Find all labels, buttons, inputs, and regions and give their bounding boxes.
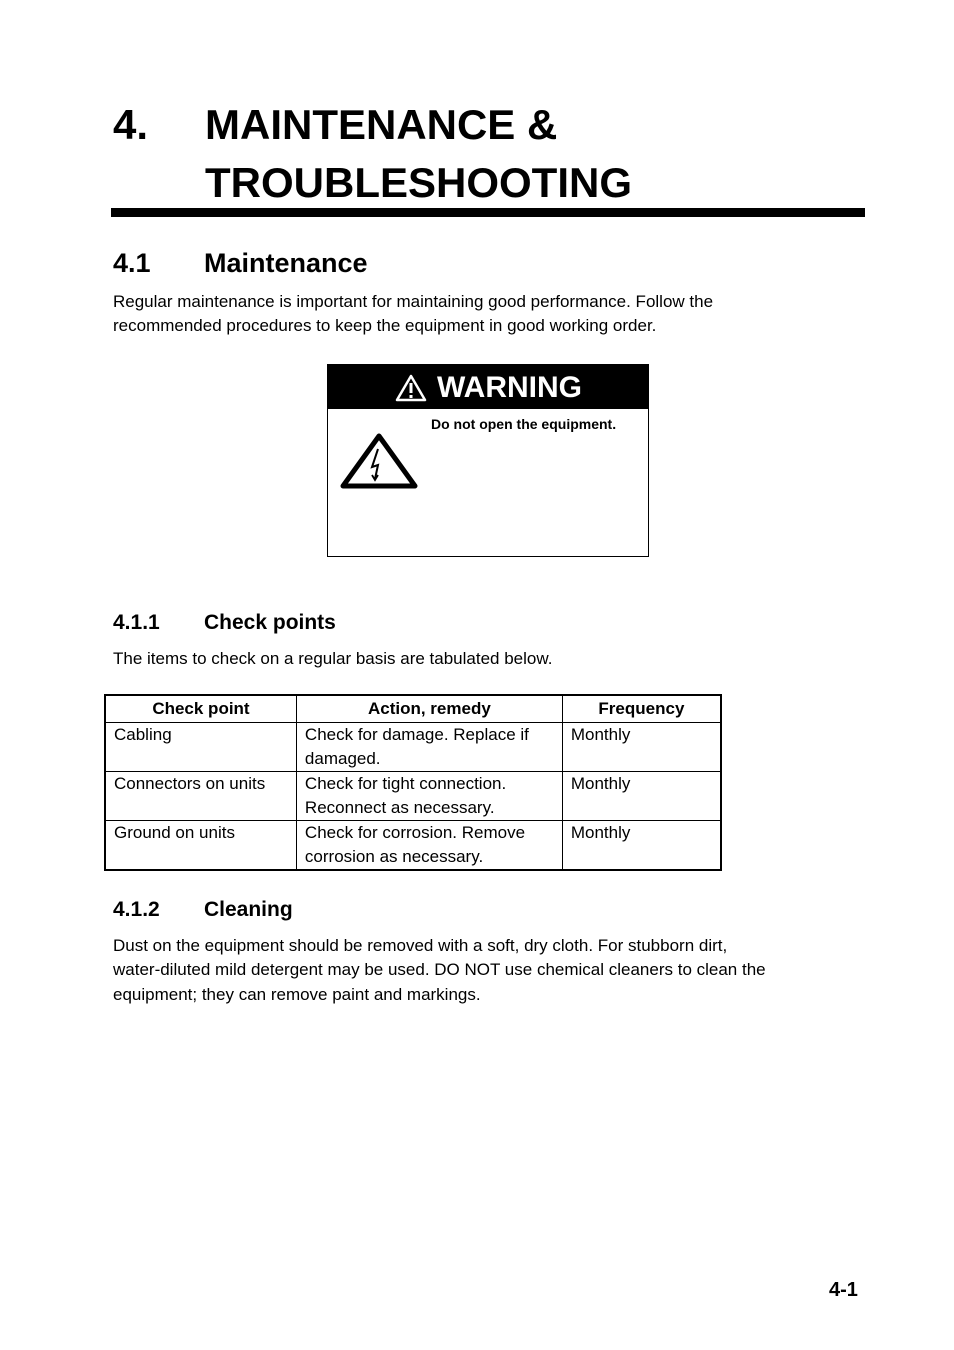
table-cell: Cabling (105, 723, 296, 772)
cleaning-line1: Dust on the equipment should be removed with a soft, dry cloth. For stubborn dirt, (113, 936, 728, 955)
section-intro-line2: recommended procedures to keep the equipment in good working order. (113, 316, 657, 335)
table-row (105, 772, 721, 821)
table-cell: Ground on units (105, 821, 296, 871)
warning-triangle-icon (395, 374, 427, 407)
section-intro-line1: Regular maintenance is important for maintaining good performance. Follow the (113, 292, 714, 311)
table-row (105, 723, 721, 772)
section-title: Maintenance (204, 248, 368, 278)
table-cell (296, 821, 562, 871)
high-voltage-icon (340, 433, 418, 494)
section-number: 4.1 (113, 248, 151, 278)
warning-box (327, 364, 649, 557)
subsection-number-checkpoints: 4.1.1 (113, 611, 160, 634)
subsection-title-cleaning: Cleaning (204, 898, 293, 921)
table-row (105, 821, 721, 871)
warning-message: Do not open the equipment. (431, 416, 617, 432)
action-line: damaged. (304, 749, 381, 768)
table-header-row (105, 695, 721, 723)
chapter-title-line1: MAINTENANCE & (205, 101, 558, 148)
cleaning-line2: water-diluted mild detergent may be used. DO NOT use chemical cleaners to clean the (113, 960, 766, 979)
checkpoints-intro: The items to check on a regular basis are tabulated below. (113, 649, 553, 668)
page-number: 4-1 (829, 1279, 858, 1301)
cleaning-line3: equipment; they can remove paint and markings. (113, 985, 481, 1004)
chapter-title-line2: TROUBLESHOOTING (205, 159, 632, 206)
action-line: Check for damage. Replace if (304, 725, 529, 744)
subsection-title-checkpoints: Check points (204, 611, 336, 634)
chapter-number: 4. (113, 101, 149, 148)
checkpoints-table (104, 694, 722, 871)
column-header: Check point (105, 695, 296, 723)
action-line: Check for corrosion. Remove (304, 823, 526, 842)
action-line: Reconnect as necessary. (304, 798, 495, 817)
table-cell: Connectors on units (105, 772, 296, 821)
subsection-number-cleaning: 4.1.2 (113, 898, 160, 921)
chapter-rule (111, 208, 865, 217)
table-cell: Monthly (562, 723, 721, 772)
warning-label: WARNING (437, 371, 582, 404)
table-cell: Monthly (562, 821, 721, 871)
table-cell: Monthly (562, 772, 721, 821)
table-cell (296, 723, 562, 772)
column-header: Action, remedy (296, 695, 562, 723)
table-cell (296, 772, 562, 821)
action-line: corrosion as necessary. (304, 847, 484, 866)
action-line: Check for tight connection. (304, 774, 507, 793)
column-header: Frequency (562, 695, 721, 723)
warning-header (328, 365, 648, 409)
